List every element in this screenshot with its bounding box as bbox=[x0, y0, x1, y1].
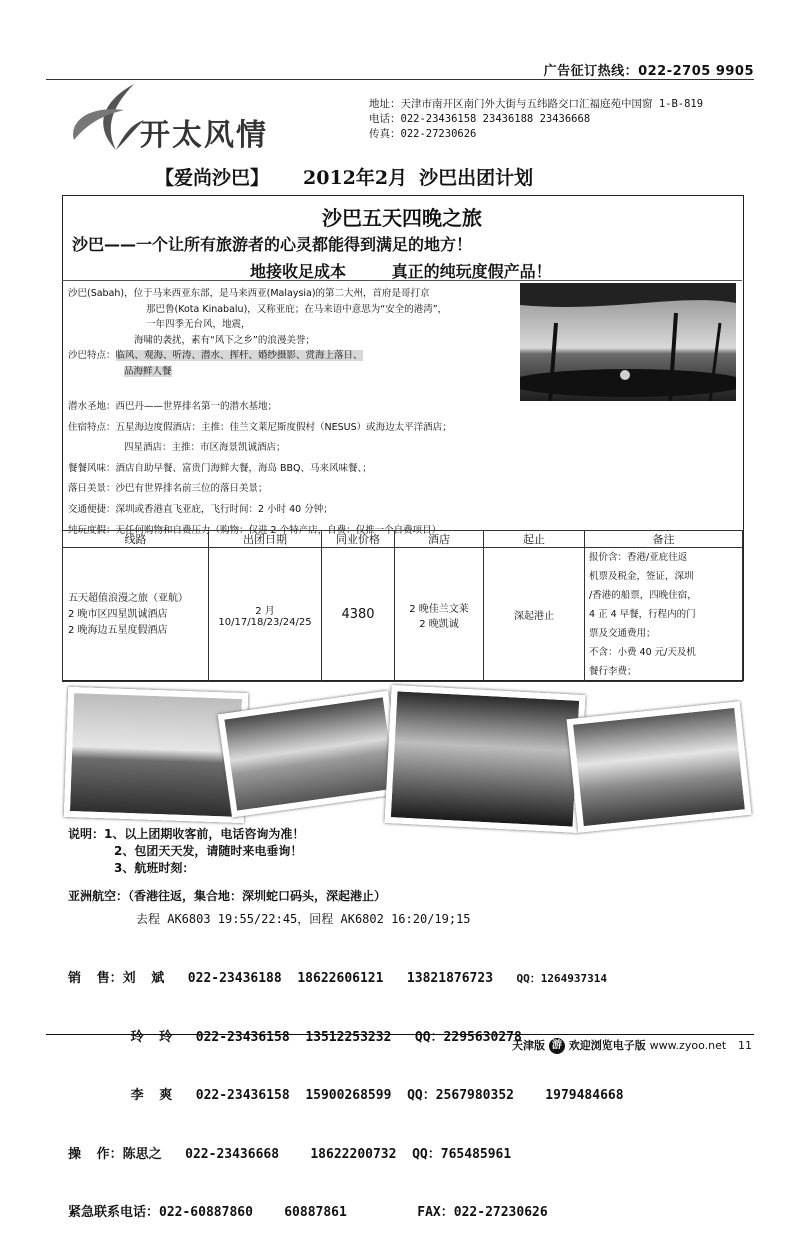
col-header-port: 起止 bbox=[484, 531, 585, 548]
route-cell bbox=[63, 548, 209, 682]
route-line: 2 晚海边五星度假酒店 bbox=[68, 624, 168, 636]
note-item: 3、航班时刻： bbox=[114, 861, 195, 875]
contact-row: 操 作：陈思之 022-23436668 18622200732 QQ：765485961 bbox=[68, 1146, 512, 1162]
route-line: 五天超值浪漫之旅（亚航） bbox=[68, 592, 188, 604]
sabah-description bbox=[68, 286, 514, 379]
badge-icon: 游 bbox=[549, 1038, 565, 1054]
divider bbox=[62, 280, 742, 281]
island-photo-1 bbox=[64, 687, 248, 823]
note-line: 票及交通费用； bbox=[589, 628, 656, 639]
note-line: 不含：小费 40 元/天及机 bbox=[589, 647, 696, 658]
date-days: 10/17/18/23/24/25 bbox=[218, 616, 312, 628]
date-cell bbox=[209, 548, 322, 682]
bottom-rule bbox=[46, 1034, 754, 1035]
company-fax: 传真：022-27230626 bbox=[369, 128, 477, 140]
flight-times: 去程 AK6803 19:55/22:45，回程 AK6802 16:20/19;15 bbox=[136, 912, 471, 926]
sunset-beach-photo bbox=[520, 283, 736, 401]
features-label: 沙巴特点： bbox=[68, 350, 116, 361]
col-header-hotel: 酒店 bbox=[395, 531, 484, 548]
col-header-date: 出团日期 bbox=[209, 531, 322, 548]
contact-list bbox=[68, 930, 624, 1242]
feature-item: 纯玩度假：无任何购物和自费压力（购物：仅进 2 个特产店，自费：仅推一个自费项目） bbox=[68, 524, 442, 536]
note-item: 2、包团天天发，请随时来电垂询！ bbox=[114, 844, 303, 858]
tour-price-table bbox=[62, 530, 743, 682]
contact-row: 李 爽 022-23436158 15900268599 QQ：2567980352 1979484668 bbox=[68, 1088, 624, 1103]
page-headline bbox=[155, 163, 567, 190]
price-cell: 4380 bbox=[322, 548, 395, 682]
note-line: 4 正 4 早餐，行程内的门 bbox=[589, 609, 696, 620]
desc-line: 海啸的袭扰，素有“风下之乡”的浪漫美誉； bbox=[134, 334, 315, 346]
boat-pier-photo bbox=[567, 701, 752, 833]
headline-month: 2012年2月 bbox=[303, 167, 408, 189]
feature-list bbox=[68, 397, 728, 541]
water-villa-photo bbox=[218, 691, 403, 818]
page-number: 11 bbox=[738, 1039, 752, 1052]
airline-info: 亚洲航空：（香港往返，集合地：深圳蛇口码头，深起港止） bbox=[68, 889, 387, 903]
feature-item: 住宿特点：五星海边度假酒店：主推：佳兰文莱尼斯度假村（NESUS）或海边太平洋酒店； bbox=[68, 421, 452, 433]
features-text-2: 品海鲜人餐 bbox=[124, 365, 172, 377]
headline-brand: 【爱尚沙巴】 bbox=[155, 167, 270, 189]
hotel-cell bbox=[395, 548, 484, 682]
col-header-price: 同业价格 bbox=[322, 531, 395, 548]
note-line: 报价含：香港/亚庇往返 bbox=[589, 552, 688, 563]
notes-cell bbox=[585, 548, 743, 682]
port-cell: 深起港止 bbox=[484, 548, 585, 682]
feature-item: 潜水圣地：西巴丹——世界排名第一的潜水基地； bbox=[68, 401, 278, 412]
qq-number: QQ：1264937314 bbox=[516, 972, 607, 985]
col-header-notes: 备注 bbox=[585, 531, 743, 548]
edition-label: 天津版 bbox=[512, 1039, 546, 1052]
trip-slogan: 沙巴——一个让所有旅游者的心灵都能得到满足的地方！ bbox=[72, 235, 473, 254]
hotel-line: 2 晚凯诚 bbox=[419, 618, 459, 630]
trip-title: 沙巴五天四晚之旅 bbox=[322, 206, 482, 230]
features-row bbox=[68, 348, 514, 364]
site-url[interactable]: www.zyoo.net bbox=[649, 1039, 727, 1052]
feature-item: 落日美景：沙巴有世界排名前三位的落日美景； bbox=[68, 483, 268, 495]
desc-line: 那巴鲁(Kota Kinabalu)，又称亚庇；在马来语中意思为“安全的港湾”， bbox=[146, 303, 448, 315]
note-line: /香港的船票，四晚住宿， bbox=[589, 590, 697, 601]
table-header-row bbox=[63, 531, 743, 548]
ad-hotline: 广告征订热线：022-2705 9905 bbox=[543, 64, 754, 79]
notes-block bbox=[68, 826, 304, 877]
notes-label: 说明： bbox=[68, 827, 105, 841]
logo-wordmark: 开太风情 bbox=[140, 118, 268, 153]
features-row bbox=[68, 364, 514, 380]
welcome-text: 欢迎浏览电子版 bbox=[568, 1039, 646, 1052]
feature-item: 交通便捷：深圳或香港直飞亚庇，飞行时间：2 小时 40 分钟； bbox=[68, 503, 333, 515]
hotel-line: 2 晚佳兰文莱 bbox=[409, 603, 469, 615]
note-line: 餐行李费； bbox=[589, 666, 637, 677]
desc-line: 沙巴(Sabah)，位于马来西亚东部，是马来西亚(Malaysia)的第二大州，首府是哥打京 bbox=[68, 288, 430, 299]
feature-item: 四星酒店：主推：市区海景凯诚酒店； bbox=[124, 442, 286, 454]
note-item: 1、以上团期收客前，电话咨询为准！ bbox=[104, 827, 305, 841]
date-month: 2 月 bbox=[255, 605, 275, 617]
palm-beach-photo bbox=[385, 685, 586, 833]
features-text: 临风、观海、听涛、潜水、挥杆、婚纱摄影、赏海上落日、 bbox=[115, 350, 363, 361]
contact-row: 紧急联系电话：022-60887860 60887861 FAX：022-27230626 bbox=[68, 1205, 548, 1220]
page-footer bbox=[512, 1037, 752, 1054]
note-line: 机票及税金，签证，深圳 bbox=[589, 571, 694, 582]
route-line: 2 晚市区四星凯诚酒店 bbox=[68, 608, 168, 620]
contact-row: 玲 玲 022-23436158 13512253232 QQ：2295630278 bbox=[68, 1029, 522, 1045]
palm-silhouette bbox=[520, 283, 736, 401]
trip-tagline: 地接收足成本 真正的纯玩度假产品！ bbox=[250, 262, 552, 281]
contact-row bbox=[68, 969, 624, 989]
company-address: 地址：天津市南开区南门外大街与五纬路交口汇福庭苑中国窗 1-B-819 bbox=[369, 98, 704, 110]
col-header-route: 线路 bbox=[63, 531, 209, 548]
company-phone: 电话：022-23436158 23436188 23436668 bbox=[369, 113, 591, 125]
company-contact-block bbox=[369, 97, 703, 142]
feature-item: 餐餐风味：酒店自助早餐、富贵门海鲜大餐，海岛 BBQ、马来风味餐、； bbox=[68, 462, 372, 474]
sales-contact: 销 售：刘 斌 022-23436188 18622606121 13821876723 bbox=[68, 971, 494, 986]
headline-plan: 沙巴出团计划 bbox=[419, 167, 534, 189]
table-row bbox=[63, 548, 743, 682]
desc-line: 一年四季无台风，地震， bbox=[146, 319, 251, 330]
